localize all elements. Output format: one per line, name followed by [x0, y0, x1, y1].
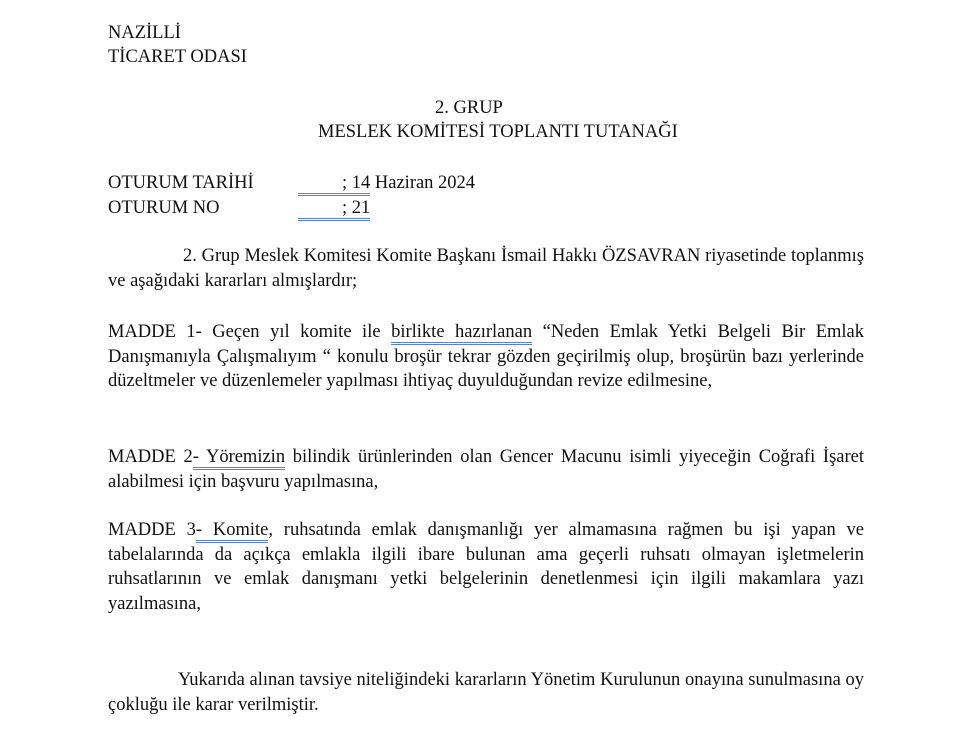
- session-date-value: ; 14 Haziran 2024: [298, 171, 475, 196]
- closing-paragraph: Yukarıda alınan tavsiye niteliğindeki kararların Yönetim Kurulunun onayına sunulmasına oy çokluğu ile karar verilmiştir.: [108, 670, 864, 715]
- session-date-label: OTURUM TARİHİ: [108, 173, 254, 193]
- madde-2-underlined: - Yöremizin: [193, 447, 285, 470]
- intro-paragraph: 2. Grup Meslek Komitesi Komite Başkanı İsmail Hakkı ÖZSAVRAN riyasetinde toplanmış ve aşağıdaki kararları almışlardır;: [108, 246, 864, 291]
- session-no-value: [298, 196, 370, 221]
- org-name: TİCARET ODASI: [108, 47, 247, 67]
- group-title: 2. GRUP: [435, 98, 503, 118]
- document-title: MESLEK KOMİTESİ TOPLANTI TUTANAĞI: [318, 122, 678, 142]
- session-date-row: [108, 171, 476, 196]
- madde-1-paragraph: MADDE 1- Geçen yıl komite ile birlikte hazırlanan “Neden Emlak Yetki Belgeli Bir Emlak Danışmanıyla Çalışmalıyım “ konulu broşür tekrar gözden geçirilmiş olup, broşürün bazı yerlerinde düzeltmeler ve düzenlemeler yapılması ihtiyaç duyulduğundan revize edilmesine,: [108, 322, 864, 391]
- madde-2-paragraph: MADDE 2- Yöremizin bilindik ürünlerinden olan Gencer Macunu isimli yiyeceğin Coğrafi İşaret alabilmesi için başvuru yapılmasına,: [108, 447, 864, 492]
- session-no-underlined: ; 21: [298, 198, 370, 221]
- org-city: NAZİLLİ: [108, 23, 181, 43]
- session-no-row: [108, 196, 371, 221]
- session-no-label: OTURUM NO: [108, 198, 220, 218]
- madde-3-paragraph: MADDE 3- Komite, ruhsatında emlak danışmanlığı yer almamasına rağmen bu işi yapan ve tabelalarında da açıkça emlakla ilgili ibare bulunan ama geçerli ruhsatı olmayan işletmelerin ruhsatlarının ve emlak danışmanı yetki belgelerinin denetlenmesi için ilgili makamlara yazı yazılmasına,: [108, 520, 864, 614]
- session-date-underlined: ; 14: [298, 173, 370, 196]
- madde-1-underlined: birlikte hazırlanan: [391, 322, 532, 345]
- madde-3-underlined: - Komite: [196, 520, 268, 543]
